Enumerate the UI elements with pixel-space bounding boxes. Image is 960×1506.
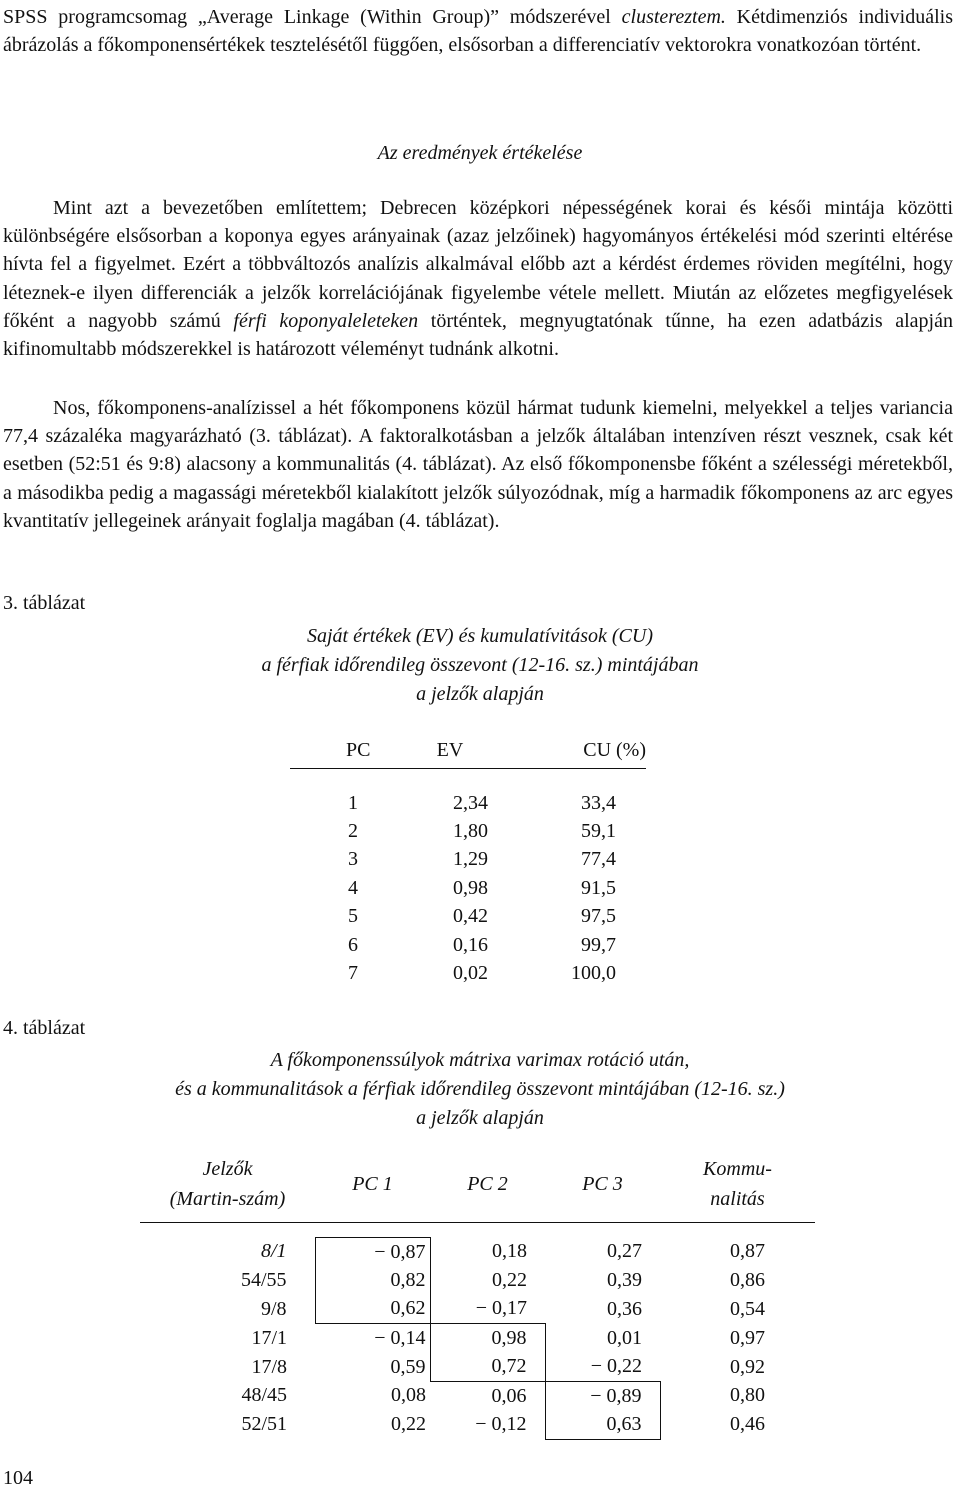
section-heading: Az eredmények értékelése — [377, 142, 583, 164]
table4-caption-line: a jelzők alapján — [416, 1107, 544, 1129]
table4-label: 4. táblázat — [3, 1017, 86, 1039]
table3-caption — [150, 622, 810, 709]
table3 — [290, 732, 646, 988]
intro-text-1: SPSS programcsomag „Average Linkage (Within Group)” módszerével — [3, 6, 622, 28]
paragraph-2 — [3, 394, 953, 535]
table3-caption-line: Saját értékek (EV) és kumulatívitások (CU) — [307, 625, 653, 647]
para1-text-italic: férfi koponyaleleteken — [233, 309, 419, 332]
table4-header-komm: Kommu- nalitás — [660, 1154, 815, 1223]
table-row: 1 2,34 33,4 — [348, 791, 616, 814]
table4-header-pc2: PC 2 — [430, 1154, 545, 1223]
table4-caption-line: A főkomponenssúlyok mátrixa varimax rotáció után, — [270, 1049, 690, 1071]
table4-header-jelzok: Jelzők (Martin-szám) — [140, 1154, 315, 1223]
table-row: 52/51 0,22 − 0,12 0,63 0,46 — [140, 1410, 815, 1439]
table-row: 2 1,80 59,1 — [348, 820, 616, 843]
table3-header-row — [290, 732, 646, 769]
table-row: 54/55 0,82 0,22 0,39 0,86 — [140, 1266, 815, 1294]
table-row: 7 0,02 100,0 — [348, 962, 616, 985]
table4-caption-line: és a kommunalitások a férfiak időrendileg összevont mintájában (12-16. sz.) — [175, 1078, 785, 1100]
table3-label: 3. táblázat — [3, 592, 86, 614]
table-row: 17/1 − 0,14 0,98 0,01 0,97 — [140, 1324, 815, 1353]
para1-text-2: történtek, megnyugtatónak tűnne, ha ezen adatbázis alapján kifinomultabb módszerekkel is határozott véleményt tudnánk alkotni. — [3, 309, 953, 361]
table4-header-pc3: PC 3 — [545, 1154, 660, 1223]
paragraph-1 — [3, 194, 953, 363]
table4 — [140, 1154, 815, 1440]
table-row: 6 0,16 99,7 — [348, 933, 616, 956]
page-number: 104 — [3, 1467, 33, 1489]
table-row: 8/1 − 0,87 0,18 0,27 0,87 — [140, 1238, 815, 1267]
table-row: 3 1,29 77,4 — [348, 848, 616, 871]
table3-header-pc: PC — [290, 732, 380, 769]
table-row: 17/8 0,59 0,72 − 0,22 0,92 — [140, 1353, 815, 1382]
table-row: 5 0,42 97,5 — [348, 905, 616, 928]
table-row: 48/45 0,08 0,06 − 0,89 0,80 — [140, 1381, 815, 1410]
table3-caption-line: a férfiak időrendileg összevont (12-16. sz.) mintájában — [261, 654, 699, 676]
para2-text: Nos, főkomponens-analízissel a hét főkomponens közül hármat tudunk kiemelni, melyekkel a teljes variancia 77,4 százaléka magyarázható (3. táblázat). A faktoralkotásban a jelzők általában intenzíven részt vesznek, csak két esetben (52:51 és 9:8) alacsony a kommunalitás (4. táblázat). Az első főkomponensbe főként a szélességi méretekből, a másodikba pedig a magassági méretekből kialakított jelzők súlyozódnak, míg a harmadik főkomponens az arc egyes kvantitatív jellegeinek arányait foglalja magában (4. táblázat). — [3, 397, 953, 532]
table4-header-row — [140, 1154, 815, 1223]
table3-caption-line: a jelzők alapján — [416, 683, 544, 705]
table-row: 9/8 0,62 − 0,17 0,36 0,54 — [140, 1295, 815, 1324]
table4-caption — [40, 1046, 920, 1133]
table3-header-ev: EV — [380, 732, 510, 769]
intro-text-2: Kétdimenziós individuális ábrázolás a főkomponensértékek tesztelésétől függően, elsősorban a differenciatív vektorokra vonatkozóan történt. — [3, 6, 954, 57]
intro-paragraph — [3, 3, 953, 59]
table-row: 4 0,98 91,5 — [348, 876, 616, 899]
intro-text-italic: clustereztem. — [621, 6, 726, 28]
para1-text-1: Mint azt a bevezetőben említettem; Debrecen középkori népességének korai és késői mintája közötti különbségére elsősorban a koponya egyes arányainak (azaz jelzőinek) hagyományos értékelési mód szerinti eltérése hívta fel a figyelmet. Ezért a többváltozós analízis alkalmával előbb azt a kérdést érdemes röviden megítélni, hogy léteznek-e ilyen differenciák a jelzők korrelációjának figyelembe vétele mellett. Miután az előzetes megfigyelések főként a nagyobb számú — [3, 197, 953, 332]
table4-header-pc1: PC 1 — [315, 1154, 430, 1223]
table3-header-cu: CU (%) — [510, 732, 646, 769]
